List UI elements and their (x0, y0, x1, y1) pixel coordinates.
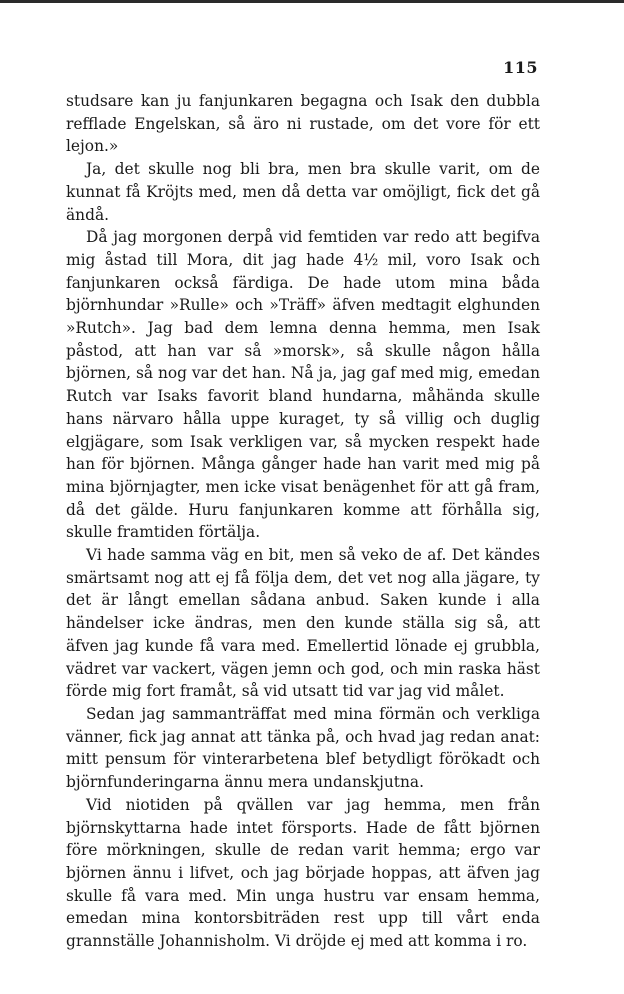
paragraph-1: studsare kan ju fanjunkaren begagna och Isak den dubbla refflade Engelskan, så äro ni rustade, om det vore för ett lejon.» (66, 92, 540, 156)
paragraph-3: Då jag morgonen derpå vid femtiden var redo att begifva mig åstad till Mora, dit jag hade 4½ mil, voro Isak och fanjunkaren också färdiga. De hade utom mina båda björnhundar »Rulle» och »Träff» äfven medtagit elghunden »Rutch». Jag bad dem lemna denna hemma, men Isak påstod, att han var så »morsk», så skulle någon hålla björnen, så nog var det han. Nå ja, jag gaf med mig, emedan Rutch var Isaks favorit bland hundarna, måhända skulle hans närvaro hålla uppe kuraget, ty så villig och duglig elgjägare, som Isak verkligen var, så mycken respekt hade han för björnen. Många gånger hade han varit med mig på mina björnjagter, men icke visat benägenhet för att gå fram, då det gälde. Huru fanjunkaren komme att förhålla sig, skulle framtiden förtälja. (66, 228, 540, 542)
paragraph-4: Vi hade samma väg en bit, men så veko de af. Det kändes smärtsamt nog att ej få följa dem, det vet nog alla jägare, ty det är långt emellan sådana anbud. Saken kunde i alla händelser icke ändras, men den kunde ställa sig så, att äfven jag kunde få vara med. Emellertid lönade ej grubbla, vädret var vackert, vägen jemn och god, och min raska häst förde mig fort framåt, så vid utsatt tid var jag vid målet. (66, 546, 540, 701)
paragraph-6: Vid niotiden på qvällen var jag hemma, men från björnskyttarna hade intet försports. Hade de fått björnen före mörkningen, skulle de redan varit hemma; ergo var björnen ännu i lifvet, och jag började hoppas, att äfven jag skulle få vara med. Min unga hustru var ensam hemma, emedan mina kontorsbiträden rest upp till vårt enda grannställe Johannisholm. Vi dröjde ej med att komma i ro. (66, 795, 540, 951)
body-text (66, 90, 540, 953)
paragraph-5: Sedan jag sammanträffat med mina förmän och verkliga vänner, fick jag annat att tänka på, och hvad jag redan anat: mitt pensum för vinterarbetena blef betydligt förökadt och björnfunderingarna ännu mera undanskjutna. (66, 704, 540, 792)
top-border-rule (0, 0, 624, 3)
paragraph-2: Ja, det skulle nog bli bra, men bra skulle varit, om de kunnat få Kröjts med, men då detta var omöjligt, fick det gå ändå. (66, 160, 540, 224)
page-number: 115 (503, 58, 538, 77)
